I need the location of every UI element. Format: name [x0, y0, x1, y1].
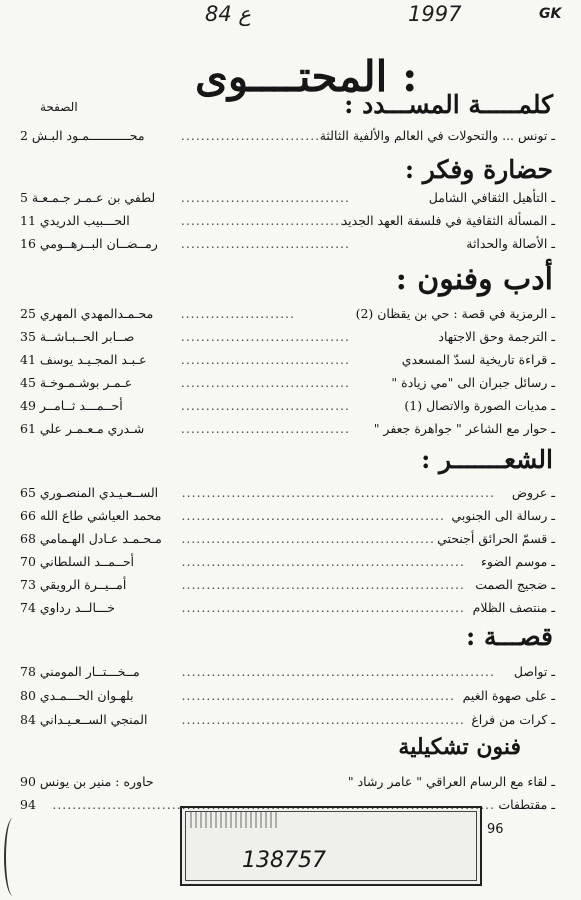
dot-leader — [180, 375, 350, 390]
entry-topic: ـ التأهيل الثقافي الشامل — [428, 190, 555, 205]
toc-entry — [20, 600, 555, 620]
entry-topic: ـ قسمّ الحرائق أجنحتي — [437, 531, 555, 546]
stamp-number: 138757 — [242, 848, 326, 873]
section-heading-story: قصـــة : — [466, 622, 553, 651]
entry-topic: ـ الترجمة وحق الاجتهاد — [438, 329, 555, 344]
entry-author-page: أحــمـــد ثــامــر 49 — [20, 398, 123, 413]
toc-entry — [20, 577, 555, 597]
toc-entry — [20, 329, 555, 349]
entry-topic: ـ رسائل جبران الى "مي زيادة " — [391, 375, 555, 390]
entry-author-page: الســعـيـدي المنصـوري 65 — [20, 485, 159, 500]
entry-topic: ـ المسألة الثقافية في فلسفة العهد الجديد — [341, 213, 555, 228]
entry-author-page: لطفي بن عـمـر جـمـعـة 5 — [20, 190, 156, 205]
dot-leader — [180, 398, 350, 413]
entry-topic: ـ قراءة تاريخية لسدّ المسعدي — [401, 352, 555, 367]
entry-author-page: محـمـدالمهدي المهري 25 — [20, 306, 154, 321]
dot-leader — [180, 421, 350, 436]
page-number: 96 — [487, 822, 504, 837]
entry-author-page: حاوره : منير بن يونس 90 — [20, 774, 154, 789]
entry-author-page: المنجي الســعـيـداني 84 — [20, 712, 148, 727]
entry-author-page: شـدري مـعـمـر علي 61 — [20, 421, 145, 436]
toc-entry — [20, 190, 555, 210]
toc-entry — [20, 485, 555, 505]
toc-entry — [20, 236, 555, 256]
entry-author-page: الحـــبيب الدريدي 11 — [20, 213, 130, 228]
dot-leader — [180, 554, 465, 569]
dot-leader — [180, 306, 295, 321]
entry-topic: ـ كرات من فراغ — [471, 712, 555, 727]
toc-entry — [20, 352, 555, 372]
page-title: المحتــــوى : — [195, 52, 418, 101]
entry-topic: ـ تواصل — [513, 664, 555, 679]
entry-author-page: عـبـد المجـيـد يوسف 41 — [20, 352, 147, 367]
dot-leader — [180, 531, 435, 546]
dot-leader — [180, 600, 465, 615]
section-heading-fine-arts: فنون تشكيلية — [398, 734, 521, 760]
entry-author-page: أمــيــرة الرويقي 73 — [20, 577, 127, 592]
handwritten-tag: GK — [539, 6, 562, 22]
entry-topic: ـ منتصف الظلام — [472, 600, 555, 615]
dot-leader — [180, 190, 350, 205]
toc-entry — [20, 128, 555, 148]
dot-leader — [180, 352, 350, 367]
margin-pen-mark — [4, 818, 22, 896]
entry-topic: ـ الأصالة والحداثة — [466, 236, 555, 251]
entry-author-page: عـمـر بوشـمـوخـة 45 — [20, 375, 133, 390]
toc-entry — [20, 531, 555, 551]
entry-topic: ـ مقتطفات — [498, 797, 555, 812]
toc-entry — [20, 688, 555, 708]
toc-entry — [20, 774, 555, 794]
entry-author-page: أحــمــد السلطاني 70 — [20, 554, 135, 569]
dot-leader — [180, 485, 495, 500]
dot-leader — [180, 128, 350, 143]
section-heading-editorial: كلمـــــة المســـدد : — [344, 90, 553, 119]
entry-author-page: مـحـمـد عـادل الهـمامي 68 — [20, 531, 162, 546]
entry-topic: ـ ضجيج الصمت — [475, 577, 555, 592]
entry-topic: ـ الرمزية في قصة : حي بن يقظان (2) — [355, 306, 555, 321]
section-heading-literature: أدب وفنون : — [395, 262, 553, 297]
section-heading-poetry: الشعـــــــر : — [421, 445, 553, 474]
handwritten-year: 1997 — [408, 2, 462, 26]
entry-author-page: 94 — [20, 797, 36, 812]
entry-author-page: بلهـوان الحـــمـدي 80 — [20, 688, 134, 703]
dot-leader — [180, 508, 445, 523]
toc-entry — [20, 712, 555, 732]
entry-author-page: خـــالــد رداوي 74 — [20, 600, 115, 615]
toc-entry — [20, 664, 555, 684]
entry-author-page: رمــضــان البــرهــومي 16 — [20, 236, 158, 251]
entry-topic: ـ على صهوة الغيم — [462, 688, 555, 703]
dot-leader — [180, 688, 455, 703]
section-heading-civilization: حضارة وفكر : — [404, 155, 553, 184]
dot-leader — [180, 577, 465, 592]
dot-leader — [180, 329, 350, 344]
entry-author-page: مــخـــتــار المومني 78 — [20, 664, 140, 679]
dot-leader — [180, 712, 465, 727]
entry-author-page: محمد العياشي طاع الله 66 — [20, 508, 162, 523]
page-column-label: الصفحة — [40, 100, 78, 114]
entry-topic: ـ حوار مع الشاعر " جواهرة جعفر " — [373, 421, 555, 436]
entry-author-page: محـــــــــــمـود البـش 2 — [20, 128, 145, 143]
toc-entry — [20, 398, 555, 418]
toc-entry — [20, 421, 555, 441]
entry-topic: ـ عروض — [511, 485, 555, 500]
toc-entry — [20, 508, 555, 528]
stamp-seal-text — [190, 812, 280, 828]
dot-leader — [180, 664, 495, 679]
dot-leader — [180, 213, 350, 228]
entry-topic: ـ مديات الصورة والاتصال (1) — [404, 398, 555, 413]
dot-leader — [180, 236, 350, 251]
toc-entry — [20, 213, 555, 233]
entry-topic: ـ رسالة الى الجنوبي — [451, 508, 555, 523]
handwritten-code: 84 ع — [205, 2, 251, 26]
toc-entry — [20, 375, 555, 395]
entry-author-page: صــابر الحــبـاشــة 35 — [20, 329, 135, 344]
toc-entry — [20, 554, 555, 574]
toc-entry — [20, 306, 555, 326]
entry-topic: ـ لقاء مع الرسام العراقي " عامر رشاد " — [347, 774, 555, 789]
entry-topic: ـ موسم الضوء — [480, 554, 555, 569]
entry-topic: ـ تونس ... والتحولات في العالم والألفية الثالثة — [319, 128, 555, 143]
